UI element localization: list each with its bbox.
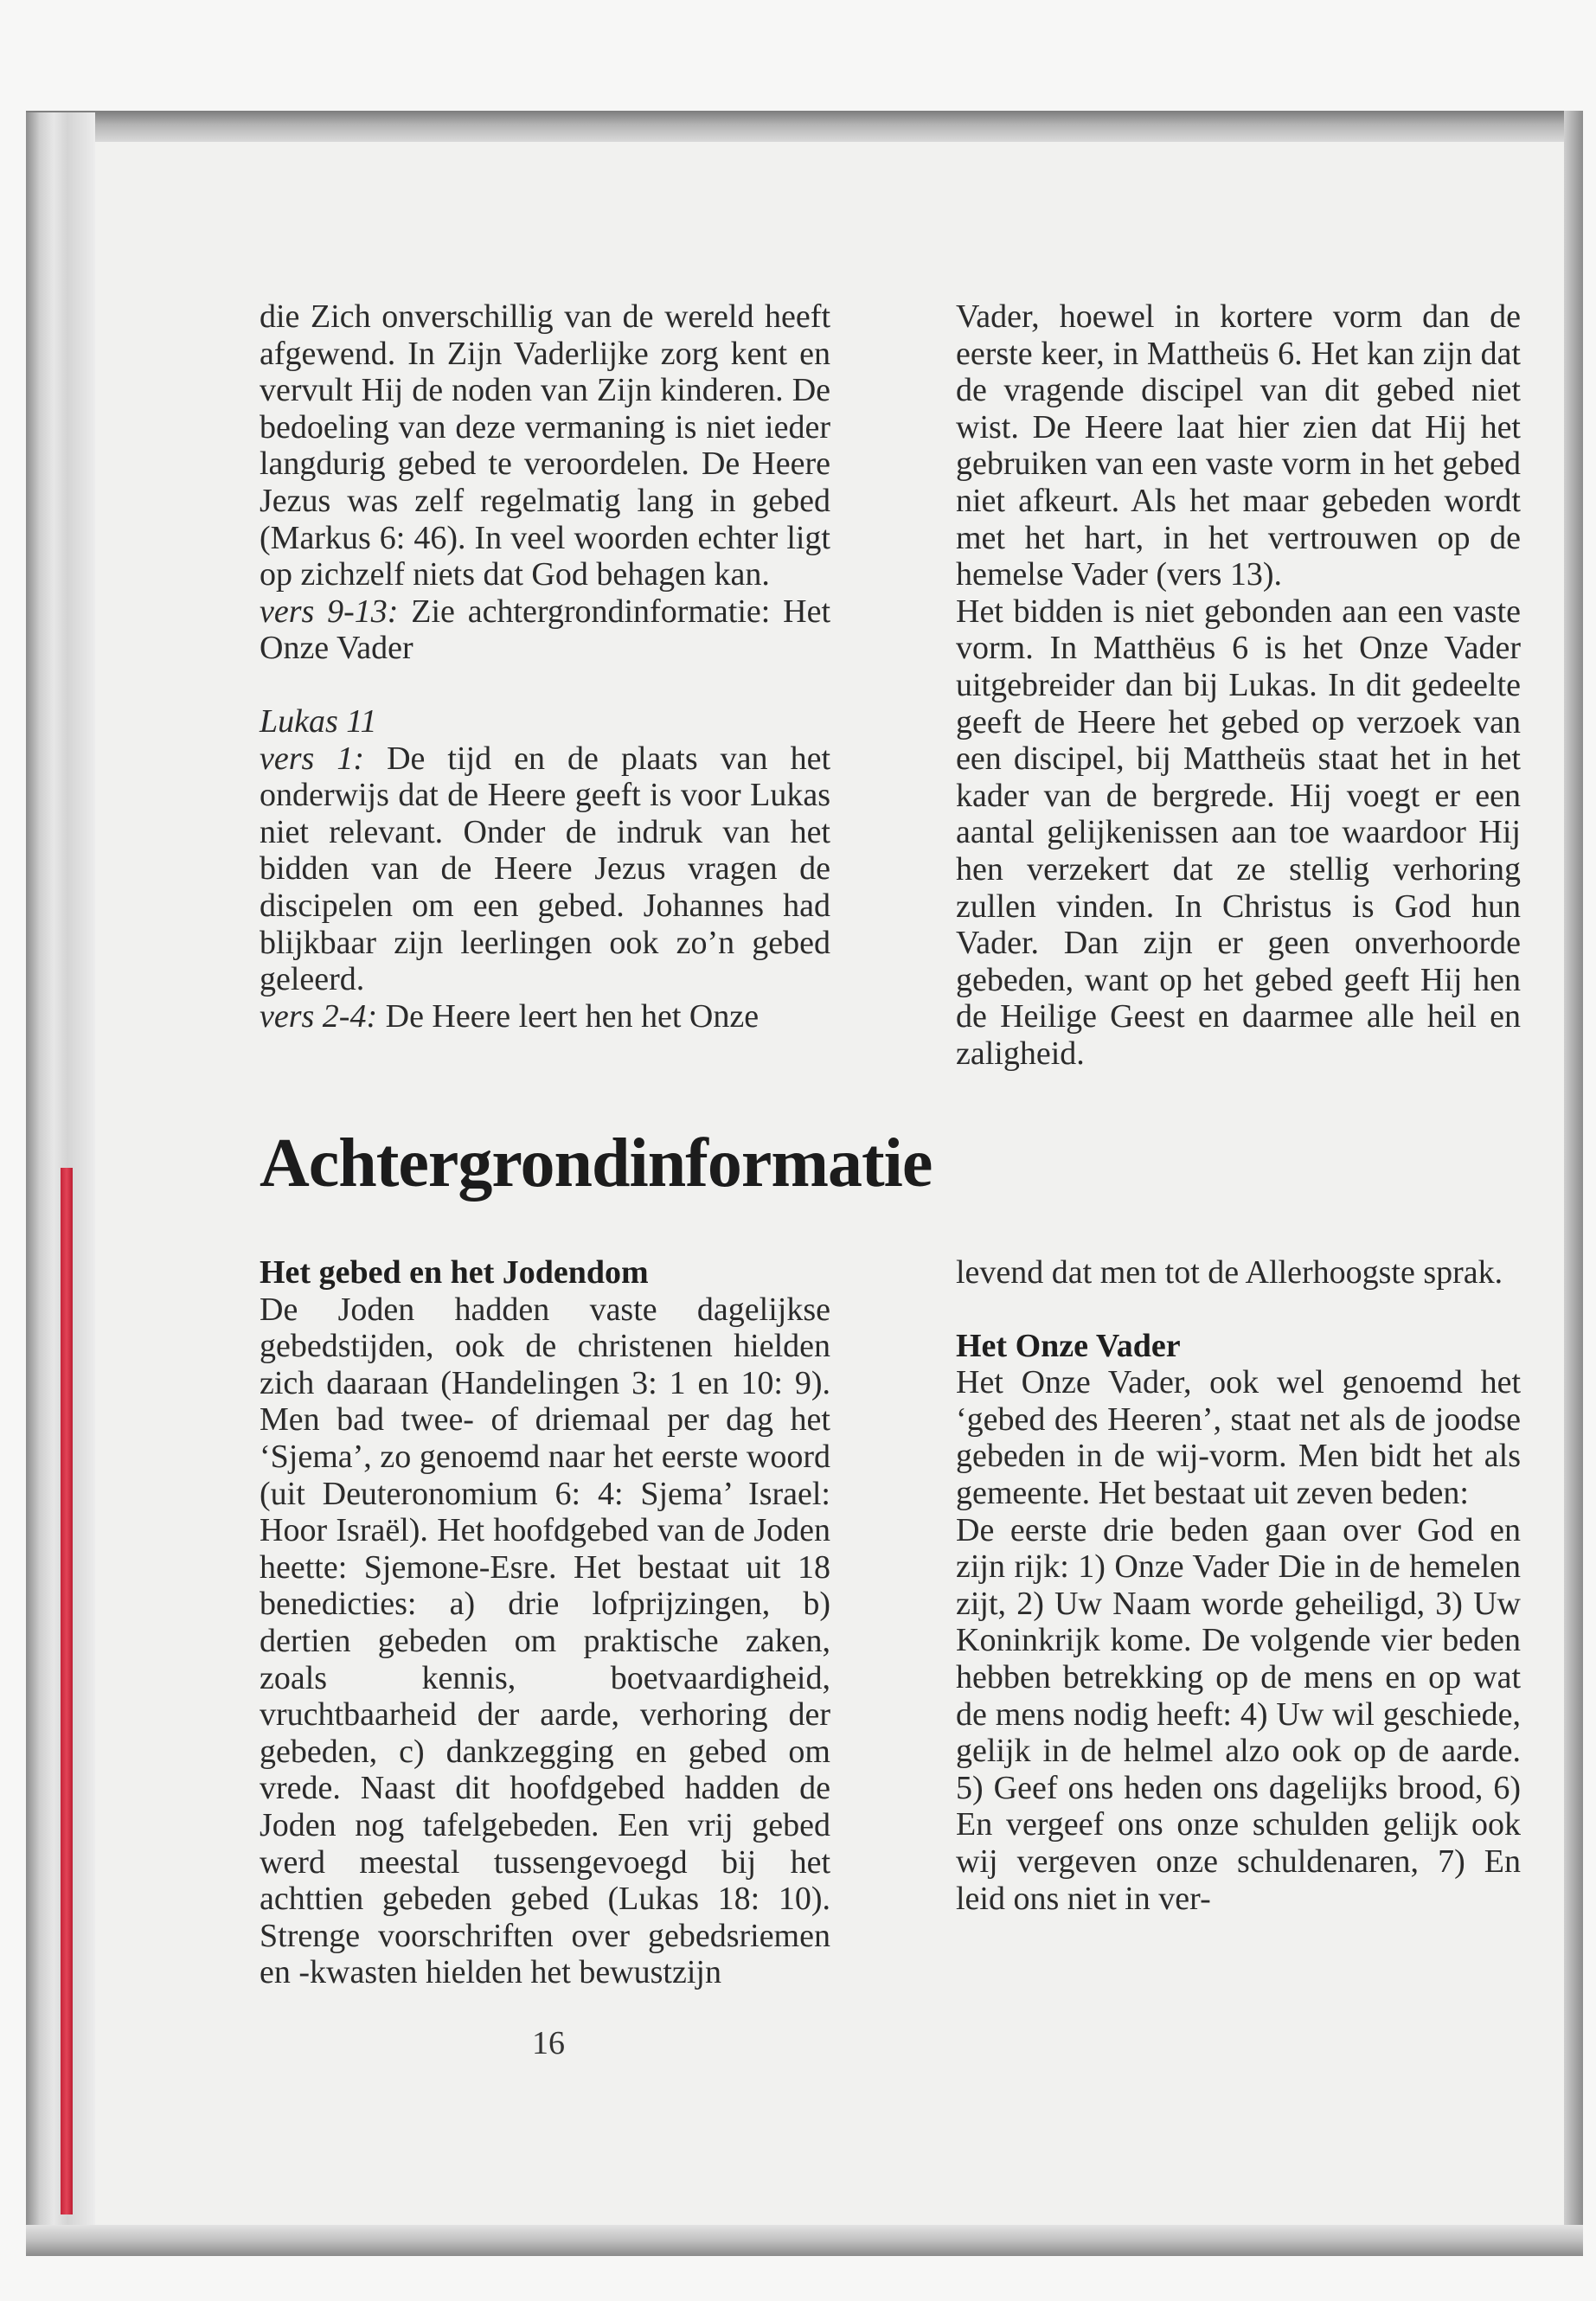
verse-text: Zie achtergrondinformatie: Het Onze Vader — [260, 593, 830, 667]
page-number: 16 — [532, 2025, 565, 2061]
paragraph-onze-vader: Het Onze Vader, ook wel genoemd het ‘gebed des Heeren’, staat net als de joodse gebeden in de wij-vorm. Men bidt het als gemeente. Het bestaat uit zeven beden: — [956, 1364, 1521, 1511]
book-edge-top — [26, 111, 1583, 142]
subheading-jodendom: Het gebed en het Jodendom — [260, 1254, 649, 1291]
paragraph-jodendom: De Joden hadden vaste dagelijkse gebedstijden, ook de christenen hielden zich daaraan (Handelingen 3: 1 en 10: 9). Men bad twee- of driemaal per dag het ‘Sjema’, zo genoemd naar het eerste woord (uit Deuteronomium 6: 4: Sjema’ Israel: Hoor Israël). Het hoofdgebed van de Joden heette: Sjemone-Esre. Het bestaat uit 18 benedicties: a) drie lofprijzingen, b) dertien gebeden om praktische zaken, zoals kennis, boetvaardigheid, vruchtbaarheid der aarde, verhoring der gebeden, c) dankzegging en gebed om vrede. Naast dit hoofdgebed hadden de Joden nog tafelgebeden. Een vrij gebed werd meestal tussengevoegd bij het achttien gebeden gebed (Lukas 18: 10). Strenge voorschriften over gebedsriemen en -kwasten hielden het bewustzijn — [260, 1291, 830, 1991]
book-edge-right — [1564, 111, 1583, 2256]
column-right-top — [956, 298, 1521, 1072]
column-left-top — [260, 298, 830, 1035]
verse-ref: vers 2-4: — [260, 997, 378, 1035]
book-edge-bottom — [26, 2225, 1583, 2256]
paragraph-continuation: Vader, hoewel in kortere vorm dan de eerste keer, in Mattheüs 6. Het kan zijn dat de vragende discipel van dit gebed niet wist. De Heere laat hier zien dat Hij het gebruiken van een vaste vorm in het gebed niet afkeurt. Als het maar gebeden wordt met het hart, in het vertrouwen op de hemelse Vader (vers 13). — [956, 298, 1521, 593]
verse-1 — [260, 740, 830, 998]
column-left-bottom — [260, 1254, 830, 1991]
paragraph-beden: De eerste drie beden gaan over God en zijn rijk: 1) Onze Vader Die in de hemelen zijt, 2) Uw Naam worde geheiligd, 3) Uw Koninkrijk kome. De volgende vier beden hebben betrekking op de mens en op wat de mens nodig heeft: 4) Uw wil geschiede, gelijk in de helmel alzo ook op de aarde. 5) Geef ons heden ons dagelijks brood, 6) En vergeef ons onze schulden gelijk ook wij vergeven onze schuldenaren, 7) En leid ons niet in ver- — [956, 1511, 1521, 1917]
verse-ref: vers 9-13: — [260, 593, 399, 630]
verse-text: De tijd en de plaats van het onderwijs dat de Heere geeft is voor Lukas niet relevant. Onder de indruk van het bidden van de Heere Jezus vragen de discipelen om een gebed. Johannes had blijkbaar zijn leerlingen ook zo’n gebed geleerd. — [260, 740, 830, 998]
subheading-onze-vader: Het Onze Vader — [956, 1327, 1181, 1364]
verse-9-13 — [260, 593, 830, 667]
column-right-bottom — [956, 1254, 1521, 1917]
paragraph-prayer: Het bidden is niet gebonden aan een vaste vorm. In Matthëus 6 is het Onze Vader uitgebreider dan bij Lukas. In dit gedeelte geeft de Heere het gebed op verzoek van een discipel, bij Mattheüs staat het in het kader van de bergrede. Hij voegt er een aantal gelijkenissen aan toe waardoor Hij hen verzekert dat ze stellig verhoring zullen vinden. In Christus is God hun Vader. Dan zijn er geen onverhoorde gebeden, want op het gebed geeft Hij hen de Heilige Geest en daarmee alle heil en zaligheid. — [956, 593, 1521, 1072]
section-heading: Achtergrondinformatie — [260, 1125, 933, 1202]
verse-text: De Heere leert hen het Onze — [377, 997, 760, 1035]
binding-red-stripe — [61, 1168, 73, 2214]
verse-ref: vers 1: — [260, 740, 365, 777]
chapter-label: Lukas 11 — [260, 702, 377, 740]
paragraph-intro: die Zich onverschillig van de wereld heeft afgewend. In Zijn Vaderlijke zorg kent en vervult Hij de noden van Zijn kinderen. De bedoeling van deze vermaning is niet ieder langdurig gebed te veroordelen. De Heere Jezus was zelf regelmatig lang in gebed (Markus 6: 46). In veel woorden echter ligt op zichzelf niets dat God behagen kan. — [260, 298, 830, 593]
paragraph-jodendom-continued: levend dat men tot de Allerhoogste sprak. — [956, 1254, 1503, 1291]
verse-2-4 — [260, 998, 830, 1035]
